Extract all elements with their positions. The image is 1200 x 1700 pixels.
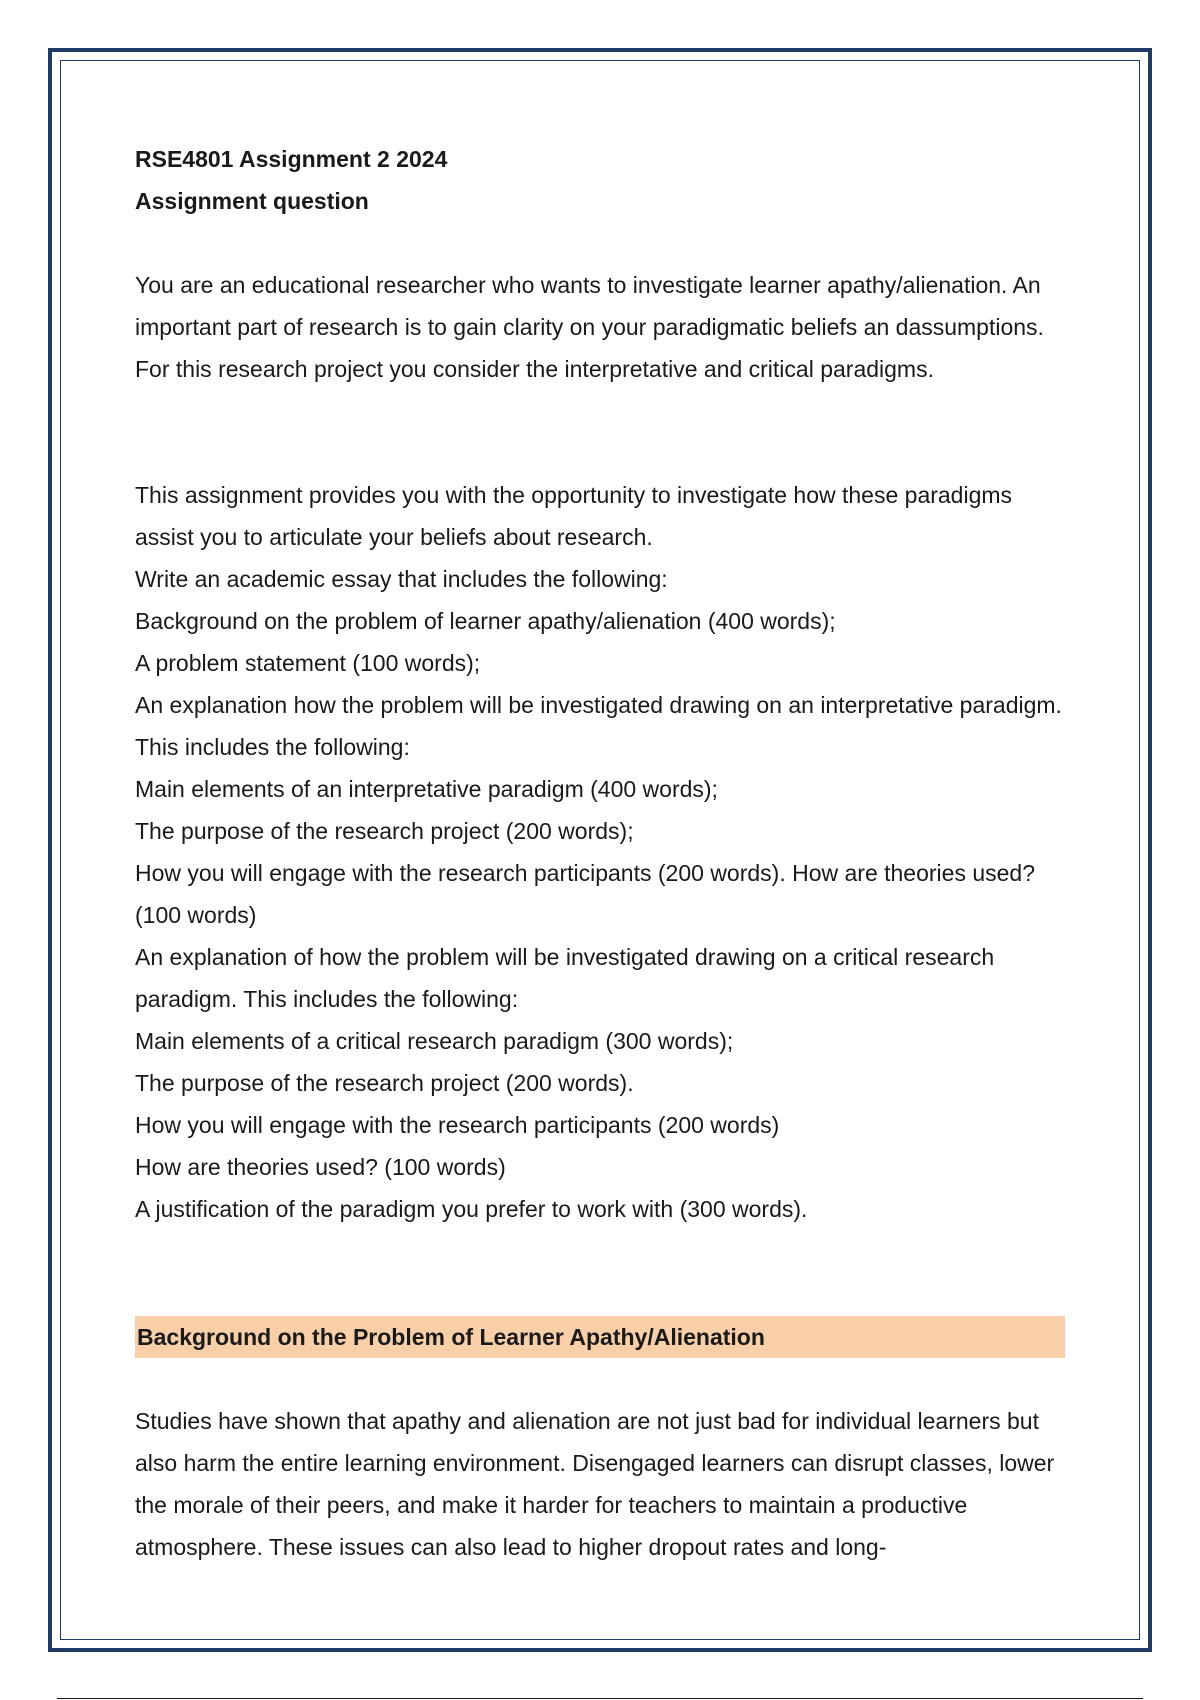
instruction-line: A justification of the paradigm you prefer to work with (300 words). [135,1196,808,1222]
section-heading: Background on the Problem of Learner Apathy/Alienation [135,1316,1065,1358]
assignment-subtitle: Assignment question [135,188,369,214]
document-body [135,138,1065,1568]
instruction-line: Background on the problem of learner apathy/alienation (400 words); [135,608,836,634]
instruction-line: An explanation of how the problem will be investigated drawing on a critical research paradigm. This includes the following: [135,944,995,1012]
instruction-line: How are theories used? (100 words) [135,1154,506,1180]
instruction-line: The purpose of the research project (200 words); [135,818,634,844]
instruction-line: A problem statement (100 words); [135,650,481,676]
instruction-line: How you will engage with the research participants (200 words). How are theories used? (100 words) [135,860,1036,928]
assignment-title: RSE4801 Assignment 2 2024 [135,146,448,172]
spacer [135,222,1065,264]
spacer [135,1358,1065,1400]
spacer [135,1230,1065,1316]
intro-paragraph: You are an educational researcher who wants to investigate learner apathy/alienation. An important part of research is to gain clarity on your paradigmatic beliefs an dassumptions. For this research project you consider the interpretative and critical paradigms. [135,272,1044,382]
purpose-paragraph: This assignment provides you with the opportunity to investigate how these paradigms assist you to articulate your beliefs about research. [135,482,1013,550]
instruction-line: How you will engage with the research participants (200 words) [135,1112,780,1138]
spacer [135,390,1065,474]
section-paragraph: Studies have shown that apathy and alienation are not just bad for individual learners but also harm the entire learning environment. Disengaged learners can disrupt classes, lower the morale of their peers, and make it harder for teachers to maintain a productive atmosphere. These issues can also lead to higher dropout rates and long- [135,1408,1055,1560]
instruction-line: Write an academic essay that includes the following: [135,566,668,592]
instruction-line: The purpose of the research project (200 words). [135,1070,634,1096]
instruction-line: Main elements of a critical research paradigm (300 words); [135,1028,734,1054]
instruction-line: An explanation how the problem will be investigated drawing on an interpretative paradigm. This includes the following: [135,692,1062,760]
instruction-line: Main elements of an interpretative paradigm (400 words); [135,776,718,802]
footer-rule [57,1698,1143,1699]
